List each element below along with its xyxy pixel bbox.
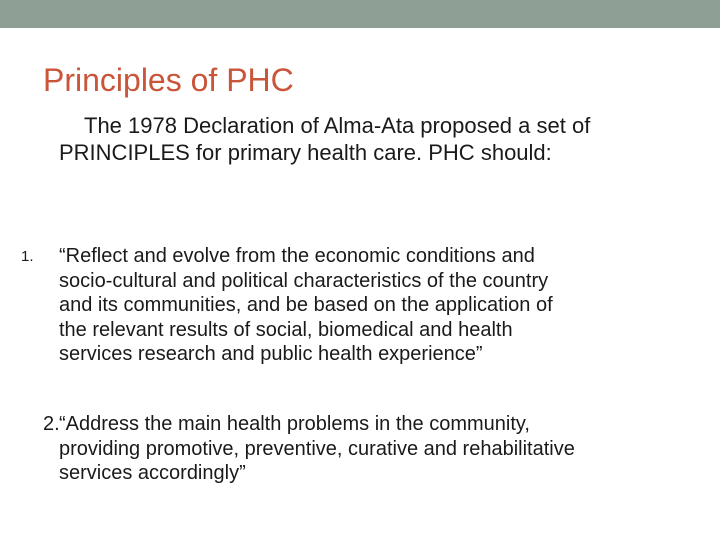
item-line: services accordingly”	[59, 462, 246, 484]
item-line: socio-cultural and political characteristics of the country	[59, 269, 549, 292]
item-line: and its communities, and be based on the application of	[59, 294, 553, 316]
item-line: services research and public health experience”	[59, 343, 483, 365]
intro-line: should:	[480, 140, 552, 165]
item-number: 2.	[43, 413, 60, 435]
item-line: the relevant results of social, biomedical and health	[59, 318, 513, 341]
item-line: providing promotive, preventive, curative and rehabilitative	[59, 437, 575, 460]
principle-item-1	[21, 244, 699, 367]
top-accent-bar	[0, 0, 720, 28]
slide-title: Principles of PHC	[43, 62, 294, 98]
item-line: “Reflect and evolve from the economic conditions and	[59, 245, 535, 267]
intro-paragraph	[59, 112, 679, 166]
intro-line: set of PRINCIPLES for primary health care. PHC	[59, 113, 591, 165]
principle-item-2	[43, 412, 699, 486]
intro-line: The 1978 Declaration of Alma-Ata proposed a	[84, 113, 531, 138]
item-number: 1.	[21, 248, 34, 265]
item-line: “Address the main health problems in the community,	[59, 413, 530, 435]
